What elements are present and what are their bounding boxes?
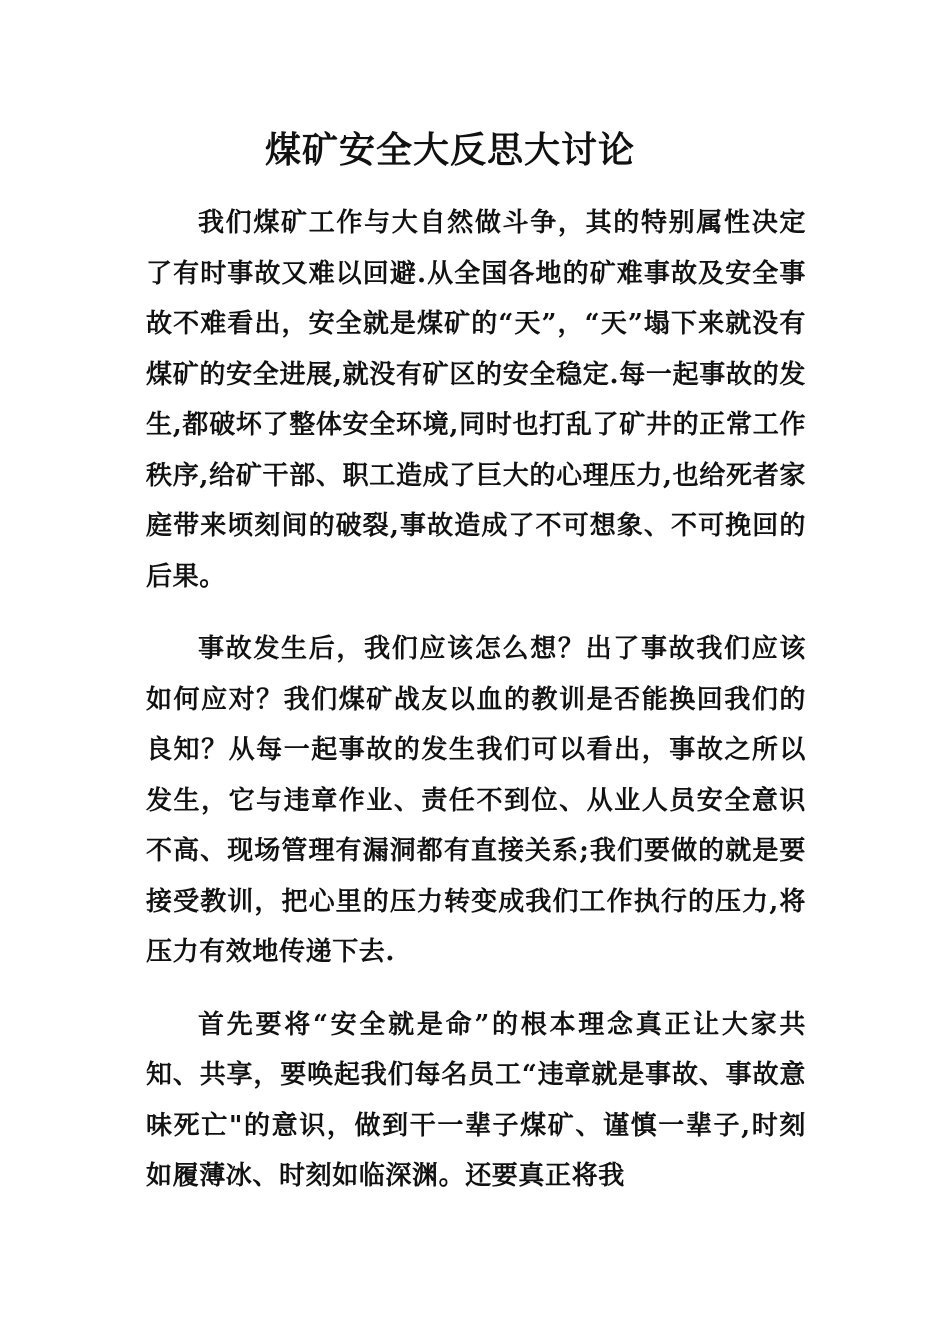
paragraph-1: 我们煤矿工作与大自然做斗争，其的特别属性决定了有时事故又难以回避.从全国各地的矿难事故及安全事故不难看出，安全就是煤矿的“天”，“天”塌下来就没有煤矿的安全进展,就没有矿区的安全稳定.每一起事故的发生,都破坏了整体安全环境,同时也打乱了矿井的正常工作秩序,给矿干部、职工造成了巨大的心理压力,也给死者家庭带来顷刻间的破裂,事故造成了不可想象、不可挽回的后果。 (146, 208, 806, 592)
document-body (146, 198, 806, 1224)
document-title: 煤矿安全大反思大讨论 (264, 129, 635, 171)
paragraph-2: 事故发生后，我们应该怎么想？出了事故我们应该如何应对？我们煤矿战友以血的教训是否能换回我们的良知？从每一起事故的发生我们可以看出，事故之所以发生，它与违章作业、责任不到位、从业人员安全意识不高、现场管理有漏洞都有直接关系;我们要做的就是要接受教训，把心里的压力转变成我们工作执行的压力,将压力有效地传递下去. (146, 634, 806, 967)
paragraph-3: 首先要将“安全就是命”的根本理念真正让大家共知、共享，要唤起我们每名员工“违章就是事故、事故意味死亡"的意识，做到干一辈子煤矿、谨慎一辈子,时刻如履薄冰、时刻如临深渊。还要真正将我 (146, 1009, 806, 1191)
